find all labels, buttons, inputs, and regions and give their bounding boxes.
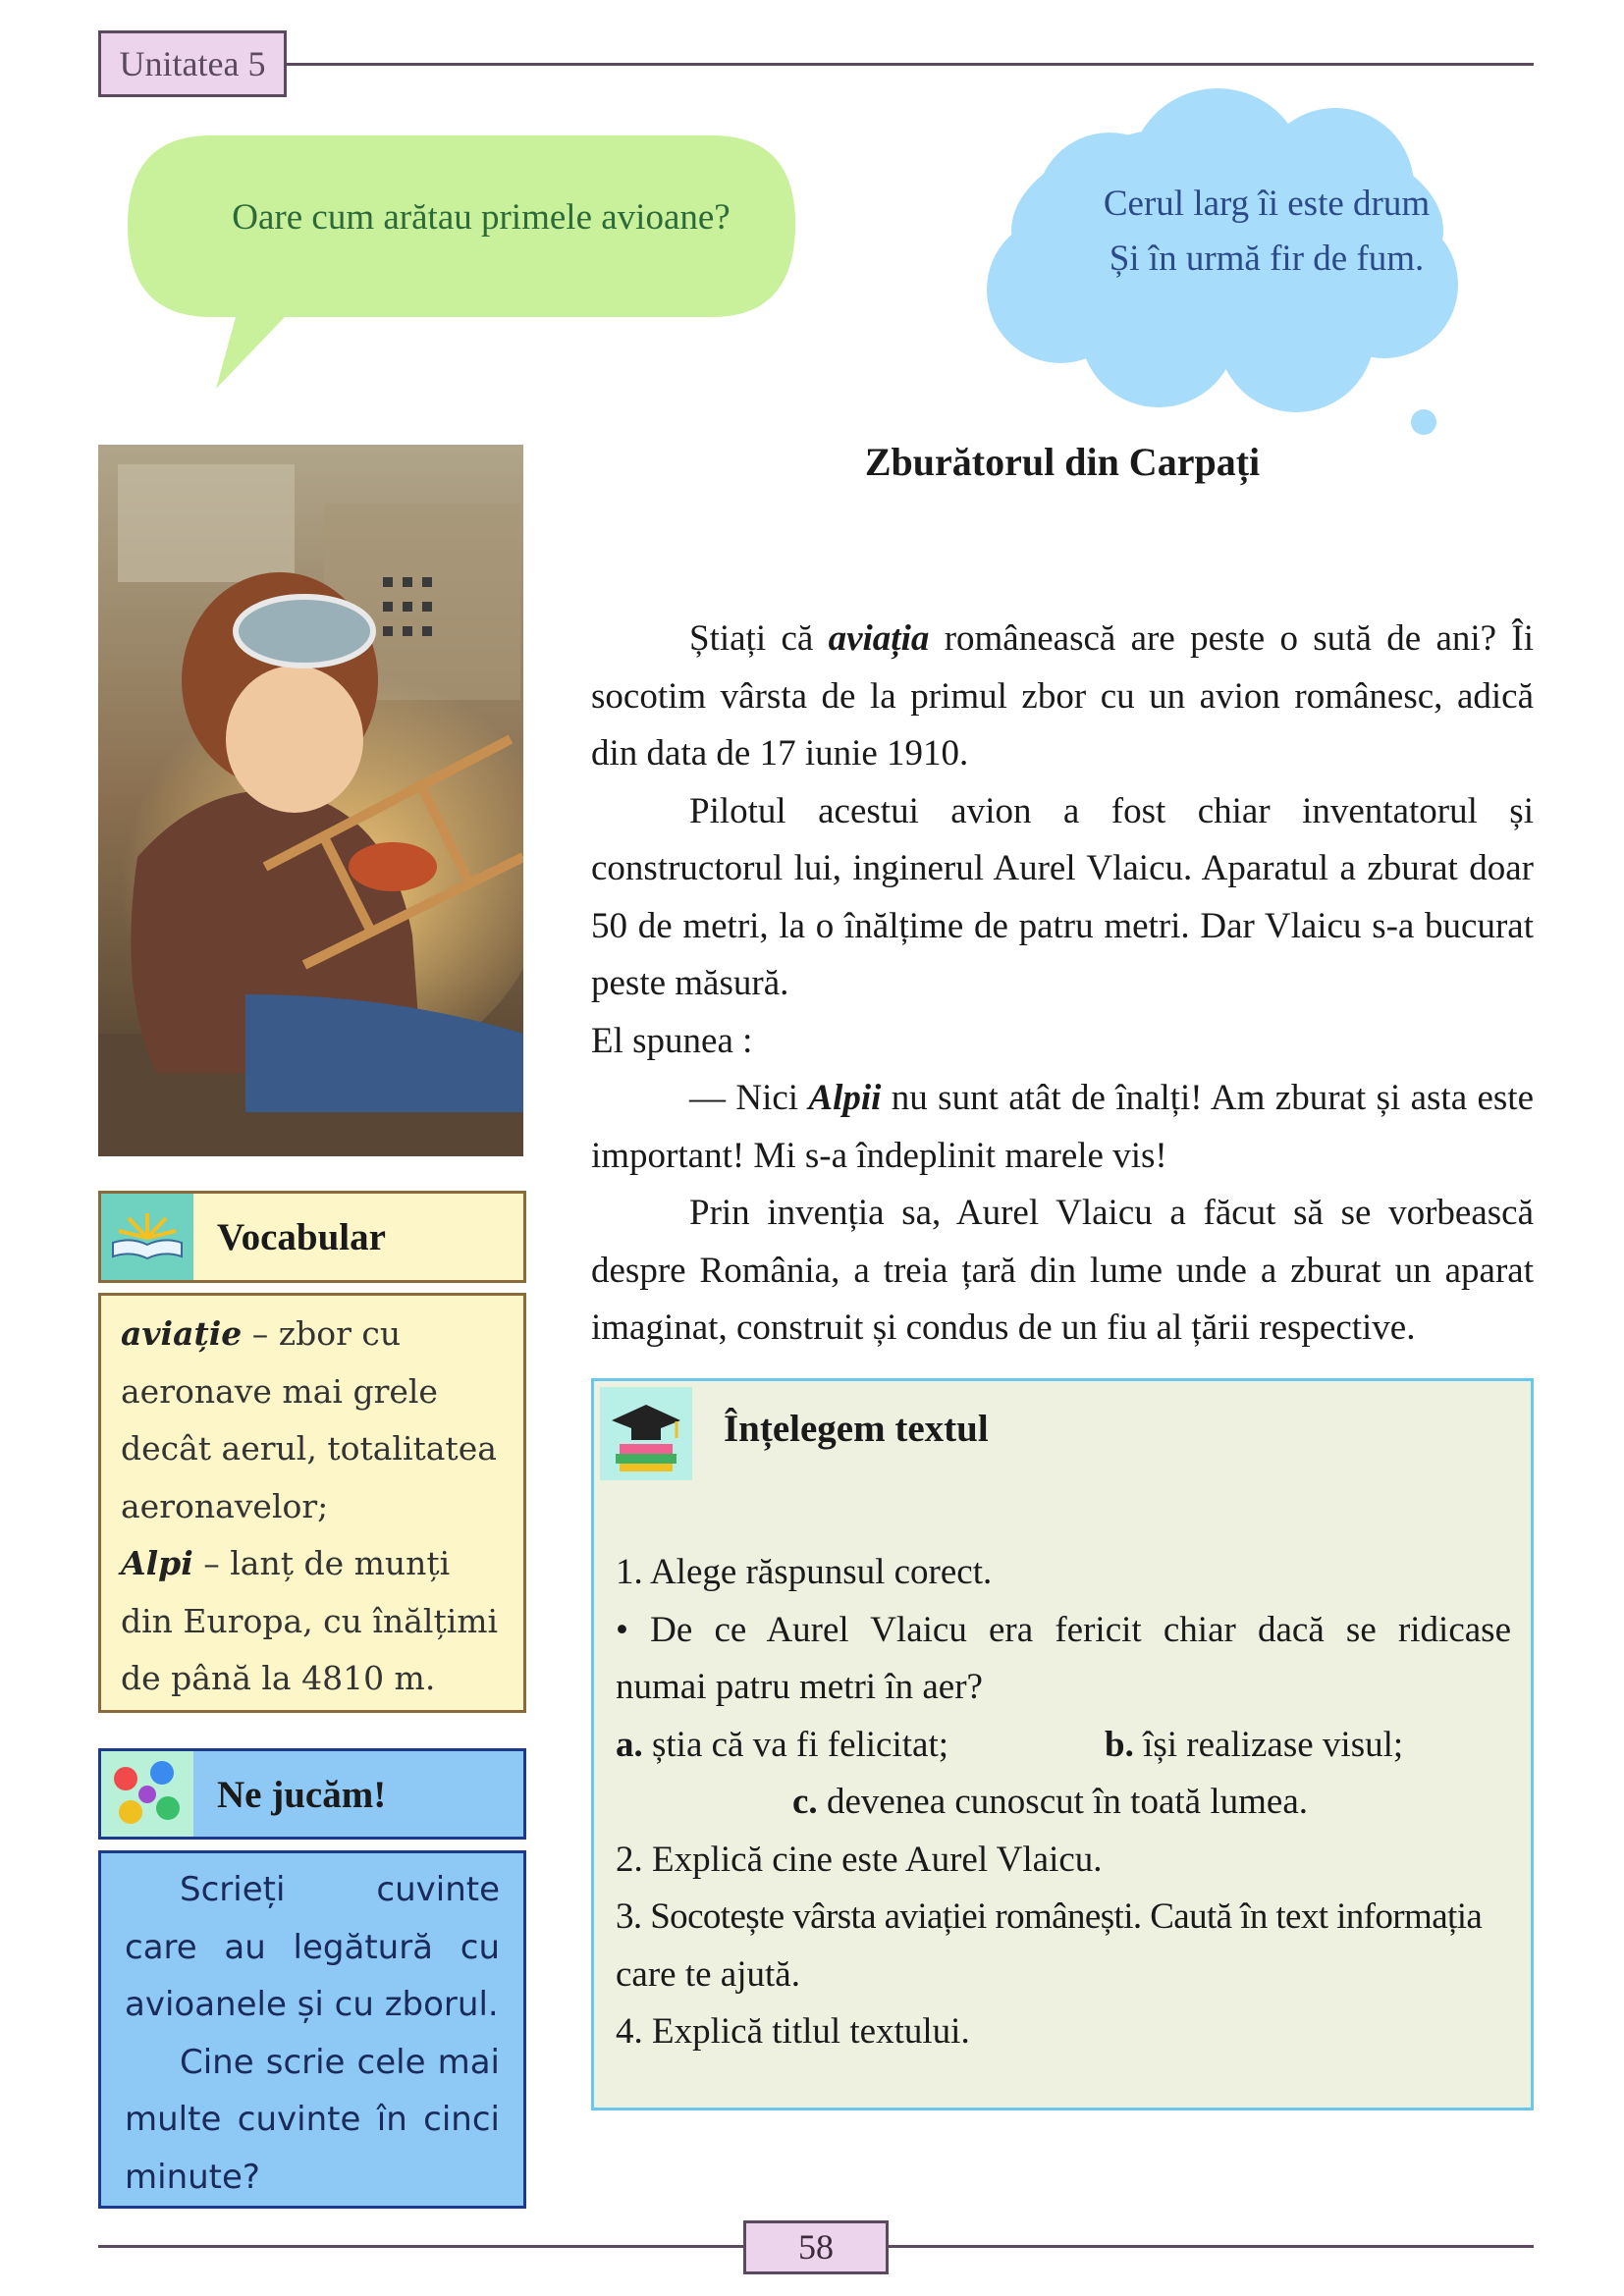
question-4: 4. Explică titlul textului. bbox=[616, 2011, 970, 2052]
term-aviatia: aviația bbox=[828, 618, 930, 659]
open-book-icon bbox=[101, 1194, 193, 1280]
speech-bubble bbox=[118, 135, 805, 400]
paragraph-1 bbox=[591, 611, 1534, 783]
question-1: 1. Alege răspunsul corect. bbox=[616, 1552, 993, 1592]
term-alpii: Alpii bbox=[808, 1078, 882, 1118]
p1-end: românească are peste o sută de ani? Îi socotim vârsta de la primul zbor cu un avion românesc, adică din data de 17 iunie 1910. bbox=[591, 618, 1534, 774]
question-3-line-2: care te ajută. bbox=[616, 1953, 800, 1995]
comprehension-box bbox=[591, 1378, 1534, 2110]
page-number: 58 bbox=[743, 2220, 889, 2274]
unit-label: Unitatea 5 bbox=[98, 30, 287, 97]
hands-icon bbox=[101, 1751, 193, 1837]
p1-start: Știați că bbox=[689, 618, 829, 659]
vocab-term-aviatie: aviație bbox=[121, 1314, 243, 1353]
vocabulary-header bbox=[98, 1191, 526, 1283]
option-a[interactable] bbox=[616, 1717, 948, 1775]
header-divider bbox=[287, 63, 1534, 66]
option-c-text: devenea cunoscut în toată lumea. bbox=[817, 1782, 1308, 1822]
vocab-def-alpi: – lanț de munți din Europa, cu înălțimi de până la 4810 m. bbox=[121, 1544, 499, 1697]
option-c[interactable] bbox=[792, 1774, 1308, 1832]
p4-start: — Nici bbox=[689, 1078, 809, 1118]
vocabulary-title: Vocabular bbox=[217, 1216, 386, 1258]
question-3-line-1: 3. Socotește vârsta aviației românești. Caută în text informația bbox=[616, 1896, 1483, 1937]
play-header bbox=[98, 1748, 526, 1840]
cloud-line-2: Și în urmă fir de fum. bbox=[1109, 239, 1425, 279]
play-body bbox=[98, 1850, 526, 2209]
speech-bubble-text: Oare cum arătau primele avioane? bbox=[232, 197, 731, 238]
article-title: Zburătorul din Carpați bbox=[864, 440, 1261, 484]
cloud-text bbox=[1021, 177, 1512, 287]
p4-end: nu sunt atât de înalți! Am zburat și asta este important! Mi s-a îndeplinit marele vis! bbox=[591, 1078, 1535, 1176]
question-1-prompt-line-1: • De ce Aurel Vlaicu era fericit chiar dacă se ridicase bbox=[616, 1609, 1511, 1650]
option-b[interactable] bbox=[1105, 1717, 1403, 1775]
paragraph-3: El spunea : bbox=[591, 1020, 753, 1061]
option-b-text: își realizase visul; bbox=[1133, 1724, 1404, 1765]
aviator-child-photo bbox=[98, 445, 523, 1156]
play-paragraph-1: Scrieți cuvinte care au legătură cu avioanele și cu zborul. bbox=[125, 1870, 500, 2024]
paragraph-5: Prin invenția sa, Aurel Vlaicu a făcut să se vorbească despre România, a treia țară din lume unde a zburat un aparat imaginat, construit și condus de un fiu al țării respective. bbox=[591, 1193, 1534, 1348]
graduation-cap-icon bbox=[600, 1387, 692, 1480]
option-c-label: c. bbox=[792, 1782, 818, 1822]
question-2: 2. Explică cine este Aurel Vlaicu. bbox=[616, 1839, 1103, 1880]
play-title: Ne jucăm! bbox=[217, 1774, 387, 1816]
option-b-label: b. bbox=[1105, 1724, 1134, 1765]
option-a-text: știa că va fi felicitat; bbox=[642, 1724, 949, 1765]
article-body bbox=[591, 611, 1534, 1358]
vocabulary-body bbox=[98, 1293, 526, 1713]
vocab-term-alpi: Alpi bbox=[121, 1544, 193, 1582]
answer-options-row bbox=[616, 1717, 1511, 1775]
vocab-def-aviatie: – zbor cu aeronave mai grele decât aerul, totalitatea aeronavelor; bbox=[121, 1314, 497, 1525]
cloud-line-1: Cerul larg îi este drum bbox=[1103, 184, 1431, 224]
question-1-prompt-line-2: numai patru metri în aer? bbox=[616, 1667, 983, 1707]
play-paragraph-2: Cine scrie cele mai multe cuvinte în cinci minute? bbox=[125, 2042, 500, 2197]
paragraph-2: Pilotul acestui avion a fost chiar inventatorul și constructorul lui, inginerul Aurel Vlaicu. Aparatul a zburat doar 50 de metri, la o înălțime de patru metri. Dar Vlaicu s-a bucurat peste măsură. bbox=[591, 790, 1534, 1003]
option-a-label: a. bbox=[616, 1724, 643, 1765]
answer-option-c-row bbox=[616, 1774, 1511, 1832]
question-list bbox=[616, 1544, 1511, 2061]
comprehension-title: Înțelegem textul bbox=[724, 1408, 989, 1450]
paragraph-4 bbox=[591, 1070, 1534, 1185]
